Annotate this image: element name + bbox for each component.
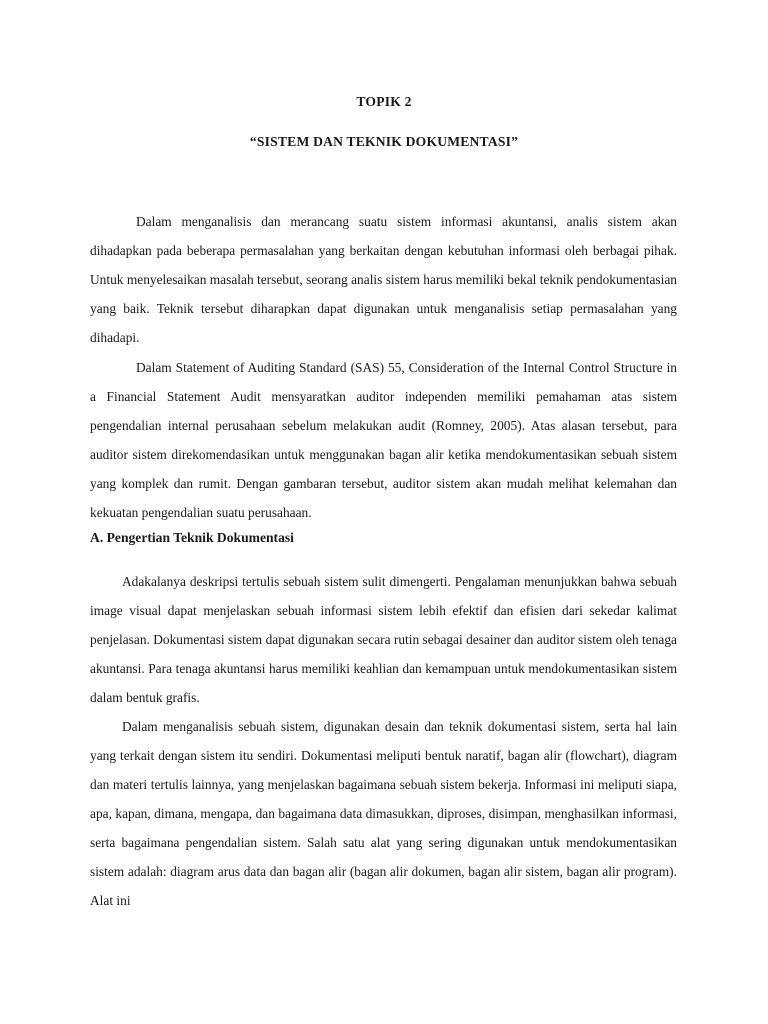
- section-paragraph: Dalam menganalisis sebuah sistem, digunakan desain dan teknik dokumentasi sistem, serta hal lain yang terkait dengan sistem itu sendiri. Dokumentasi meliputi bentuk naratif, bagan alir (flowchart), diagram dan materi tertulis lainnya, yang menjelaskan bagaimana sebuah sistem bekerja. Informasi ini meliputi siapa, apa, kapan, dimana, mengapa, dan bagaimana data dimasukkan, diproses, disimpan, menghasilkan informasi, serta bagaimana pengendalian sistem. Salah satu alat yang sering digunakan untuk mendokumentasikan sistem adalah: diagram arus data dan bagan alir (bagan alir dokumen, bagan alir sistem, bagan alir program). Alat ini: [90, 719, 677, 908]
- topic-title: TOPIK 2: [356, 94, 412, 109]
- body-paragraph: Dalam Statement of Auditing Standard (SAS) 55, Consideration of the Internal Control Structure in a Financial Statement Audit mensyaratkan auditor independen memiliki pemahaman atas sistem pengendalian internal perusahaan sebelum melakukan audit (Romney, 2005). Atas alasan tersebut, para auditor sistem direkomendasikan untuk menggunakan bagan alir ketika mendokumentasikan sebuah sistem yang komplek dan rumit. Dengan gambaran tersebut, auditor sistem akan mudah melihat kelemahan dan kekuatan pengendalian suatu perusahaan.: [90, 360, 677, 520]
- section-heading: A. Pengertian Teknik Dokumentasi: [90, 530, 294, 545]
- section-paragraph: Adakalanya deskripsi tertulis sebuah sistem sulit dimengerti. Pengalaman menunjukkan bahwa sebuah image visual dapat menjelaskan sebuah informasi sistem lebih efektif dan efisien dari sekedar kalimat penjelasan. Dokumentasi sistem dapat digunakan secara rutin sebagai desainer dan auditor sistem oleh tenaga akuntansi. Para tenaga akuntansi harus memiliki keahlian dan kemampuan untuk mendokumentasikan sistem dalam bentuk grafis.: [90, 574, 677, 705]
- document-subtitle: “SISTEM DAN TEKNIK DOKUMENTASI”: [249, 134, 519, 149]
- body-paragraph: Dalam menganalisis dan merancang suatu sistem informasi akuntansi, analis sistem akan dihadapkan pada beberapa permasalahan yang berkaitan dengan kebutuhan informasi oleh berbagai pihak. Untuk menyelesaikan masalah tersebut, seorang analis sistem harus memiliki bekal teknik pendokumentasian yang baik. Teknik tersebut diharapkan dapat digunakan untuk menganalisis setiap permasalahan yang dihadapi.: [90, 214, 677, 345]
